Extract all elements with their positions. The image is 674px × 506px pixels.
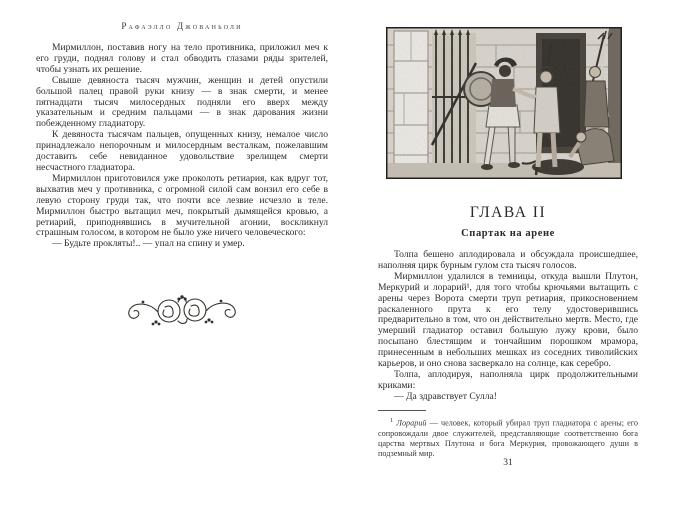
gladiators-arena-gate-illustration: [386, 27, 622, 179]
right-page: [337, 0, 674, 506]
paragraph: Мирмиллон, поставив ногу на тело противника, приложил меч к его груди, поднял голову и стал обводить глазами ряды зрителей, чтобы узнать их решение.: [36, 42, 328, 75]
page-number: 31: [503, 458, 513, 468]
paragraph: Мирмиллон удалился в темницы, откуда вышли Плутон, Меркурий и лорарий¹, для того чтобы крючьями вытащить с арены через Ворота смерти труп ретиария, прикосновением раскаленного прута к его телу удостоверившись предварительно в том, что он действительно мертв. Место, где умерший гладиатор оставил большую лужу крови, было посыпано блестящим и тончайшим порошком мрамора, принесенным в небольших мешках из соседних тиволийских карьеров, и оно снова засверкало на солнце, как серебро.: [378, 270, 638, 370]
footnote-separator: [378, 410, 426, 411]
paragraph: Мирмиллон приготовился уже проколоть ретиария, как вдруг тот, выхватив меч у противника, с огромной силой сам вонзил его себе в левую сторону груди так, что почти все лезвие исчезло в теле. Мирмиллон быстро вытащил меч, покрытый дымящейся кровью, а ретиарий, приподнявшись в мучительной агонии, воскликнул страшным голосом, в котором не было уже ничего человеческого:: [36, 172, 328, 239]
paragraph: Свыше девяноста тысяч мужчин, женщин и детей опустили большой палец правой руки книзу — в знак смерти, и менее пятнадцати тысяч милосердных подняли его вверх между указательным и средним пальцами — в знак дарования жизни побежденному гладиатору.: [36, 74, 328, 130]
paragraph: К девяноста тысячам пальцев, опущенных книзу, немалое число принадлежало непорочным и милосердным весталкам, пожелавшим доставить себе невиданное удовольствие зрелищем смерти несчастного гладиатора.: [36, 129, 328, 173]
floral-flourish-ornament-icon: [36, 293, 328, 334]
running-header-author: Рафаэлло Джованьоли: [121, 21, 243, 31]
paragraph: Толпа, аплодируя, наполняла цирк продолжительными криками:: [378, 368, 638, 391]
left-page-body: [36, 43, 328, 250]
paragraph: Толпа бешено аплодировала и обсуждала происшедшее, наполняя цирк бурным гулом ста тысяч голосов.: [378, 249, 638, 271]
footnote-marker: 1: [390, 417, 394, 424]
dialogue-line: — Да здравствует Сулла!: [394, 390, 497, 402]
footnote: [378, 416, 638, 460]
footnote-text: — человек, который убирал труп гладиатора с арены; его сопровождали двое служителей, представляющие соответственно бога царства мертвых Плутона и бога Меркурия, провожающего души в подземный мир.: [378, 418, 639, 459]
chapter-subtitle: Спартак на арене: [461, 228, 555, 239]
chapter-heading: ГЛАВА II: [469, 204, 547, 221]
footnote-term: Лорарий: [396, 418, 427, 428]
dialogue-line: — Будьте прокляты!.. — упал на спину и умер.: [52, 238, 245, 250]
right-page-body: [378, 250, 638, 403]
